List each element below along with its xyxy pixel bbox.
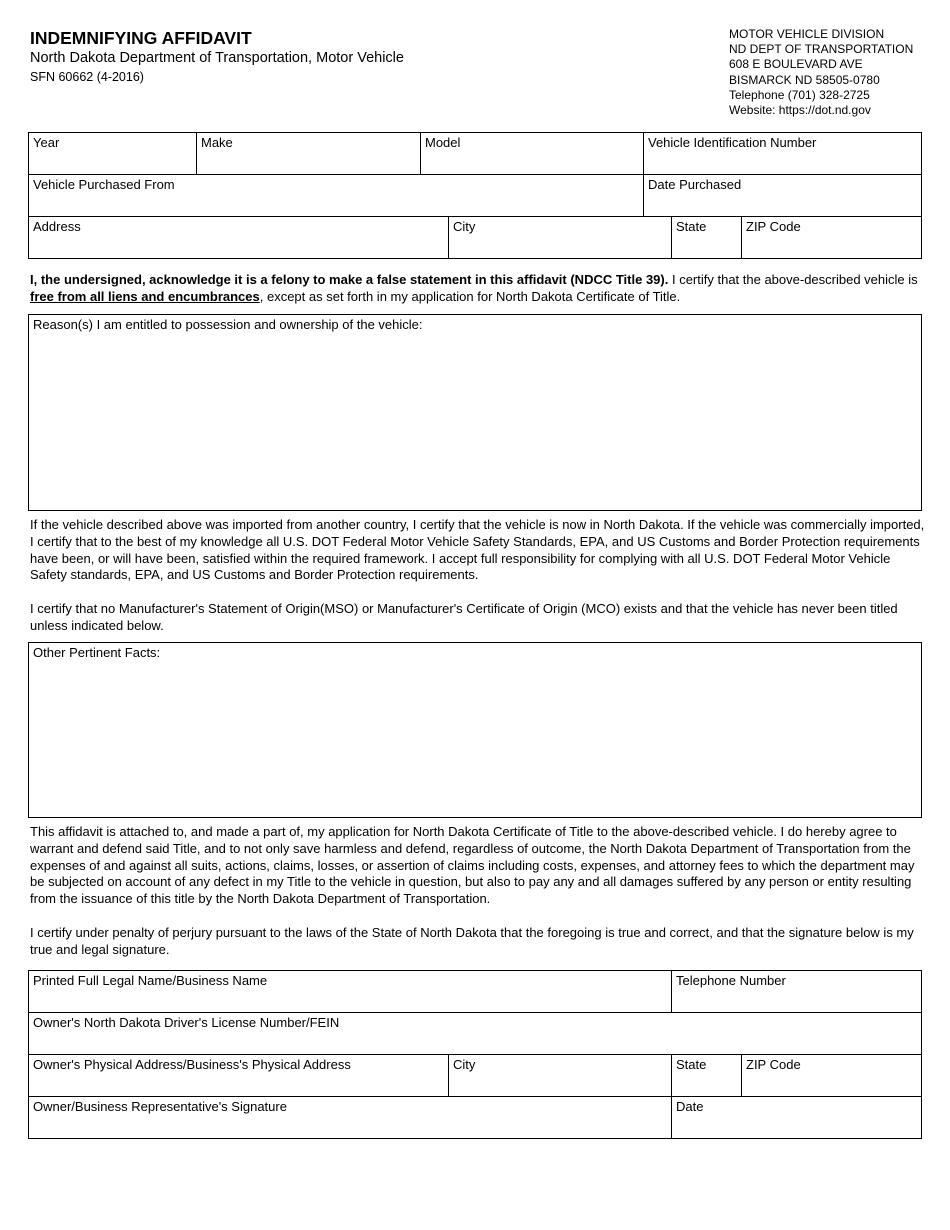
form-subtitle: North Dakota Department of Transportation, Motor Vehicle — [30, 50, 404, 66]
liens-statement: free from all liens and encumbrances — [30, 288, 260, 304]
agency-line: MOTOR VEHICLE DIVISION — [729, 27, 885, 41]
vehicle-row-2 — [29, 174, 921, 216]
agency-line: ND DEPT OF TRANSPORTATION — [729, 42, 914, 57]
owner-info-table — [28, 970, 922, 1139]
owner-name-field[interactable]: Printed Full Legal Name/Business Name — [33, 973, 268, 988]
reasons-label: Reason(s) I am entitled to possession and ownership of the vehicle: — [33, 317, 423, 332]
city-field[interactable]: City — [448, 217, 671, 258]
state-field[interactable]: State — [671, 217, 741, 258]
owner-row-4 — [29, 1096, 921, 1138]
ack-text-1: I certify that the above-described vehicle is — [668, 272, 918, 287]
owner-city-field[interactable]: City — [448, 1055, 671, 1096]
owner-date-field[interactable]: Date — [671, 1097, 921, 1138]
owner-signature-field[interactable]: Owner/Business Representative's Signature — [33, 1099, 287, 1114]
owner-row-3 — [29, 1054, 921, 1096]
import-paragraph: If the vehicle described above was imported from another country, I certify that the vehicle is now in North Dakota. If the vehicle was commercially imported, I certify that to the best of my knowledge all U.S. DOT Federal Motor Vehicle Safety Standards, EPA, and US Customs and Border Protection requirements have been, or will have been, satisfied within the required framework. I accept full responsibility for complying with all U.S. DOT Federal Motor Vehicle Safety standards, EPA, and US Customs and Border Protection requirements. — [30, 517, 925, 583]
model-field[interactable]: Model — [420, 133, 643, 174]
indemnity-paragraph: This affidavit is attached to, and made a part of, my application for North Dakota Certificate of Title to the above-described vehicle. I do hereby agree to warrant and defend said Title, and to not only save harmless and defend, regardless of outcome, the North Dakota Department of Transportation from the expenses of and against all suits, actions, claims, losses, or assertion of claims including costs, expenses, and attorney fees to which the department may be subjected on account of any defect in my Title to the vehicle in question, but also to pay any and all damages suffered by any person or entity resulting from the issuance of this title by the North Dakota Department of Transportation. — [30, 824, 915, 907]
owner-row-1 — [29, 971, 921, 1012]
date-purchased-field[interactable]: Date Purchased — [643, 175, 921, 216]
zip-field[interactable]: ZIP Code — [741, 217, 921, 258]
agency-line: Telephone (701) 328-2725 — [729, 87, 870, 102]
reasons-box[interactable] — [28, 314, 922, 511]
form-number: SFN 60662 (4-2016) — [30, 70, 144, 84]
agency-line: Website: https://dot.nd.gov — [729, 103, 871, 118]
vin-field[interactable]: Vehicle Identification Number — [643, 133, 921, 174]
agency-address-block — [729, 27, 913, 118]
other-facts-label: Other Pertinent Facts: — [33, 645, 161, 660]
owner-row-2 — [29, 1012, 921, 1054]
perjury-paragraph: I certify under penalty of perjury pursuant to the laws of the State of North Dakota that the foregoing is true and correct, and that the signature below is my true and legal signature. — [30, 925, 914, 957]
ack-text-2: , except as set forth in my application for North Dakota Certificate of Title. — [259, 288, 681, 304]
mso-paragraph: I certify that no Manufacturer's Statement of Origin(MSO) or Manufacturer's Certificate of Origin (MCO) exists and that the vehicle has never been titled unless indicated below. — [30, 601, 898, 633]
make-field[interactable]: Make — [196, 133, 420, 174]
agency-line: 608 E BOULEVARD AVE — [729, 57, 863, 72]
vehicle-row-3 — [29, 216, 921, 258]
owner-state-field[interactable]: State — [671, 1055, 741, 1096]
other-facts-box[interactable] — [28, 642, 922, 818]
owner-license-field[interactable]: Owner's North Dakota Driver's License Number/FEIN — [33, 1015, 340, 1030]
purchased-from-field[interactable]: Vehicle Purchased From — [33, 177, 175, 192]
address-field[interactable]: Address — [33, 219, 81, 234]
vehicle-info-table — [28, 132, 922, 259]
felony-statement: I, the undersigned, acknowledge it is a felony to make a false statement in this affidavit (NDCC Title 39). — [30, 272, 669, 287]
vehicle-row-1 — [29, 133, 921, 174]
agency-line: BISMARCK ND 58505-0780 — [729, 72, 880, 87]
owner-phone-field[interactable]: Telephone Number — [671, 971, 921, 1012]
owner-address-field[interactable]: Owner's Physical Address/Business's Physical Address — [33, 1057, 351, 1072]
acknowledgement-paragraph — [30, 272, 925, 306]
year-field[interactable]: Year — [33, 135, 60, 150]
owner-zip-field[interactable]: ZIP Code — [741, 1055, 921, 1096]
form-title: INDEMNIFYING AFFIDAVIT — [30, 28, 252, 48]
